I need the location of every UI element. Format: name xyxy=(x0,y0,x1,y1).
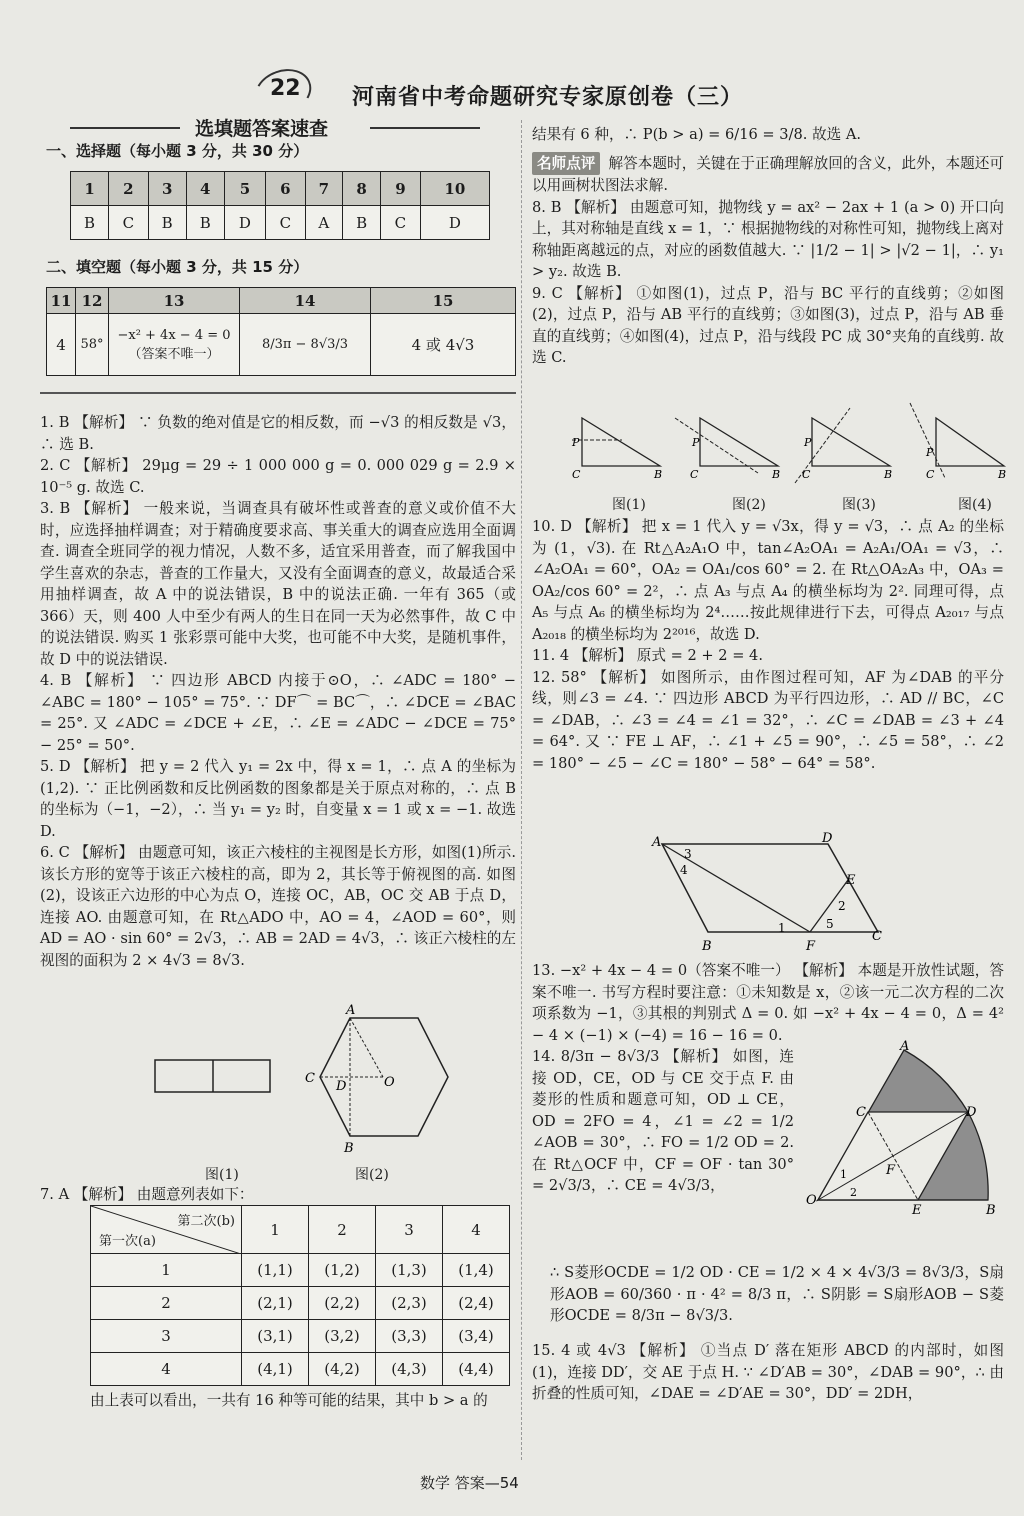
svg-text:A: A xyxy=(900,1040,910,1054)
choice-answer: B xyxy=(186,206,224,240)
second-draw-label: 第二次(b) xyxy=(177,1214,235,1229)
prob-col-head: 1 xyxy=(242,1206,309,1254)
page-footer: 数学 答案—54 xyxy=(420,1474,519,1492)
fill-answer-table xyxy=(46,287,516,376)
choice-answer: C xyxy=(381,206,421,240)
prob-row-head: 2 xyxy=(91,1287,242,1320)
svg-text:D: D xyxy=(822,832,833,846)
choice-answer: A xyxy=(305,206,343,240)
solution-9: 9. C 【解析】 ①如图(1)，过点 P，沿与 BC 平行的直线剪；②如图(2)，过点 P，沿与 AB 平行的直线剪；③如图(3)，过点 P，沿与 AB 垂直的直线剪；④如图(4)，过点 P，沿与线段 PC 成 30°夹角的直线剪. 故选 C. xyxy=(532,284,1004,366)
solution-7-tail: 由上表可以看出，一共有 16 种等可能的结果，其中 b > a 的 xyxy=(90,1392,488,1409)
prob-cell: (1,4) xyxy=(443,1254,510,1287)
prob-row-head: 3 xyxy=(91,1320,242,1353)
prob-cell: (4,4) xyxy=(443,1353,510,1386)
page-header xyxy=(240,70,744,110)
prob-col-head: 4 xyxy=(443,1206,510,1254)
choice-num: 7 xyxy=(305,172,343,206)
left-solutions-top xyxy=(40,412,516,971)
solution-4: 4. B 【解析】 ∵ 四边形 ABCD 内接于⊙O，∴ ∠ADC = 180° − ∠ABC = 180° − 105° = 75°. ∵ DF⌒ = BC⌒，∴ ∠DCE = ∠BAC = 25°. 又 ∠ADC = ∠DCE + ∠E，∴ ∠E = ∠ADC − ∠DCE = 75° − 25° = 50°. xyxy=(40,672,516,754)
svg-text:A: A xyxy=(652,835,662,850)
svg-text:P: P xyxy=(692,436,700,449)
choice-answer: D xyxy=(420,206,489,240)
prob-row xyxy=(91,1254,510,1287)
fill-answer: 4 或 4√3 xyxy=(371,314,516,376)
solution-3: 3. B 【解析】 一般来说，当调查具有破坏性或普查的意义或价值不大时，应选择抽样调查；对于精确度要求高、事关重大的调查应选用全面调查. 调查全班同学的视力情况，人数不多，适宜采用普查，而了解我国中学生喜欢的杂志，普查的工作量大，又没有全面调查的意义，故最适合采用抽样调查，故 A 中的说法错误，B 中的说法正确. 一年有 365（或 366）天，则 400 人中至少有两人的生日在同一天为必然事件，故 C 中的说法错误. 购买 1 张彩票可能中大奖，也可能不中大奖，是随机事件，故 D 中的说法错误. xyxy=(40,500,516,668)
choice-answer: B xyxy=(71,206,109,240)
svg-text:E: E xyxy=(846,873,856,888)
banner-left-rule xyxy=(70,127,180,129)
segment-ao xyxy=(350,1018,383,1077)
prob-row-head: 4 xyxy=(91,1353,242,1386)
banner-title: 选填题答案速查 xyxy=(195,118,329,140)
prob-cell: (2,2) xyxy=(309,1287,376,1320)
fill-num: 11 xyxy=(47,288,76,314)
svg-text:C: C xyxy=(872,929,882,944)
svg-text:B: B xyxy=(702,939,712,954)
svg-text:B: B xyxy=(654,468,663,481)
solution-7-cont: 结果有 6 种，∴ P(b > a) = 6/16 = 3/8. 故选 A. xyxy=(532,126,862,143)
q6-fig2-caption: 图(2) xyxy=(355,1167,389,1183)
prob-cell: (1,3) xyxy=(376,1254,443,1287)
prob-cell: (3,3) xyxy=(376,1320,443,1353)
label-d: D xyxy=(336,1079,347,1094)
prob-cell: (2,4) xyxy=(443,1287,510,1320)
svg-text:C: C xyxy=(690,468,699,481)
probability-table xyxy=(90,1205,510,1386)
solution-10: 10. D 【解析】 把 x = 1 代入 y = √3x，得 y = √3，∴ 点 A₂ 的坐标为 (1，√3). 在 Rt△A₂A₁O 中，tan∠A₂OA₁ = A₂A₁/OA₁ = √3，∴ ∠A₂OA₁ = 60°，OA₂ = OA₁/cos 60° = 2. 在 Rt△OA₂A₃ 中，OA₃ = OA₂/cos 60° = 2²，∴ 点 A₃ 与点 A₄ 的横坐标均为 2². 同理可得，点 A₅ 与点 A₆ 的横坐标均为 2⁴……按此规律进行下去，可得点 A₂₀₁₇ 与点 A₂₀₁₈ 的横坐标均为 2²⁰¹⁶，故选 D. xyxy=(532,518,1004,643)
svg-text:D: D xyxy=(966,1105,977,1120)
fill-answer: 58° xyxy=(76,314,109,376)
section1-title: 一、选择题（每小题 3 分，共 30 分） xyxy=(46,142,309,160)
choice-num: 9 xyxy=(381,172,421,206)
solution-5: 5. D 【解析】 把 y = 2 代入 y₁ = 2x 中，得 x = 1，∴ 点 A 的坐标为 (1,2). ∵ 正比例函数和反比例函数的图象都是关于原点对称的，∴ 点 B 的坐标为（−1，−2），∴ 当 y₁ = y₂ 时，自变量 x = 1 或 x = −1. 故选 D. xyxy=(40,758,516,840)
svg-text:P: P xyxy=(926,446,934,459)
solution-12: 12. 58° 【解析】 如图所示，由作图过程可知，AF 为∠DAB 的平分线，则∠3 = ∠4. ∵ 四边形 ABCD 为平行四边形，∴ AD // BC，∠C = ∠DAB，∴ ∠3 = ∠4 = ∠1 = 32°，∴ ∠C = ∠DAB = ∠3 + ∠4 = 64°. 又 ∵ FE ⊥ AF，∴ ∠1 + ∠5 = 90°，∴ ∠5 = 58°，∴ ∠2 = 180° − ∠5 − ∠C = 180° − 58° − 64° = 58°. xyxy=(532,668,1004,772)
prob-cell: (2,3) xyxy=(376,1287,443,1320)
fill-num: 13 xyxy=(109,288,240,314)
fill-answer: 4 xyxy=(47,314,76,376)
choice-answer-table xyxy=(70,171,490,240)
choice-num: 5 xyxy=(224,172,265,206)
choice-answer: B xyxy=(148,206,186,240)
svg-text:2: 2 xyxy=(850,1186,857,1199)
solution-11: 11. 4 【解析】 原式 = 2 + 2 = 4. xyxy=(532,647,763,664)
quick-answer-banner xyxy=(70,114,500,142)
paper-title: 河南省中考命题研究专家原创卷（三） xyxy=(352,85,744,110)
fill-answer: 8/3π − 8√3/3 xyxy=(240,314,371,376)
prob-cell: (3,1) xyxy=(242,1320,309,1353)
choice-answer: C xyxy=(266,206,306,240)
section-rule xyxy=(40,392,516,394)
svg-text:3: 3 xyxy=(684,847,692,861)
prob-cell: (4,1) xyxy=(242,1353,309,1386)
choice-num: 6 xyxy=(266,172,306,206)
q9-caption-3: 图(3) xyxy=(842,497,876,513)
prob-cell: (2,1) xyxy=(242,1287,309,1320)
svg-text:P: P xyxy=(804,436,812,449)
banner-right-rule xyxy=(370,127,480,129)
choice-num: 4 xyxy=(186,172,224,206)
prob-row xyxy=(91,1353,510,1386)
q9-caption-4: 图(4) xyxy=(958,497,992,513)
q9-caption-2: 图(2) xyxy=(732,497,766,513)
choice-num: 10 xyxy=(420,172,489,206)
svg-text:O: O xyxy=(806,1193,817,1208)
right-solutions-mid xyxy=(532,516,1004,774)
solution-15: 15. 4 或 4√3 【解析】 ①当点 D′ 落在矩形 ABCD 的内部时，如图(1)，连接 DD′，交 AE 于点 H. ∵ ∠D′AB = 30°，∠DAB = 90°，∴ 由折叠的性质可知，∠DAE = ∠D′AE = 30°，DD′ = 2DH， xyxy=(532,1342,1004,1402)
svg-text:5: 5 xyxy=(826,917,834,931)
choice-num: 3 xyxy=(148,172,186,206)
prob-cell: (4,2) xyxy=(309,1353,376,1386)
fill-number-row xyxy=(47,288,516,314)
q6-fig1-caption: 图(1) xyxy=(205,1167,239,1183)
fill-answer-row xyxy=(47,314,516,376)
solution-2: 2. C 【解析】 29μg = 29 ÷ 1 000 000 g = 0. 000 029 g = 2.9 × 10⁻⁵ g. 故选 C. xyxy=(40,457,516,496)
paper-number: 22 xyxy=(270,76,301,101)
solution-7-intro: 7. A 【解析】 由题意列表如下： xyxy=(40,1186,254,1203)
prob-cell: (3,2) xyxy=(309,1320,376,1353)
svg-text:B: B xyxy=(986,1203,996,1218)
q14-figure xyxy=(800,1040,1000,1220)
solution-14-areas: ∴ S菱形OCDE = 1/2 OD · CE = 1/2 × 4 × 4√3/3 = 8√3/3，S扇形AOB = 60/360 · π · 4² = 8/3 π，∴ S阴影 = S扇形AOB − S菱形OCDE = 8/3π − 8√3/3. xyxy=(550,1264,1004,1324)
svg-text:B: B xyxy=(998,468,1007,481)
svg-text:1: 1 xyxy=(778,921,786,935)
fill-num: 15 xyxy=(371,288,516,314)
svg-text:C: C xyxy=(856,1105,866,1120)
label-c: C xyxy=(305,1071,315,1086)
fill-num: 14 xyxy=(240,288,371,314)
prob-corner-cell xyxy=(91,1206,242,1254)
prob-header-row xyxy=(91,1206,510,1254)
prob-row xyxy=(91,1320,510,1353)
teacher-tip xyxy=(532,152,1004,197)
solution-13: 13. −x² + 4x − 4 = 0（答案不唯一） 【解析】 本题是开放性试题，答案不唯一. 书写方程时要注意：①未知数是 x，②该一元二次方程的二次项系数为 −1，③其根的判别式 Δ = 0. 如 −x² + 4x − 4 = 0，Δ = 4² − 4 × (−1) × (−4) = 16 − 16 = 0. xyxy=(532,962,1004,1044)
choice-answer: D xyxy=(224,206,265,240)
q6-figures xyxy=(150,1000,470,1160)
section2-title: 二、填空题（每小题 3 分，共 15 分） xyxy=(46,258,309,276)
tip-text: 解答本题时，关键在于正确理解放回的含义，此外，本题还可以用画树状图法求解. xyxy=(532,154,1004,194)
fill-answer: −x² + 4x − 4 = 0（答案不唯一） xyxy=(109,314,240,376)
choice-num: 2 xyxy=(109,172,149,206)
svg-text:P: P xyxy=(572,436,580,449)
first-draw-label: 第一次(a) xyxy=(99,1234,156,1249)
svg-text:1: 1 xyxy=(840,1168,847,1181)
q9-fig4 xyxy=(910,403,1006,481)
fill-num: 12 xyxy=(76,288,109,314)
svg-text:C: C xyxy=(926,468,935,481)
prob-col-head: 3 xyxy=(376,1206,443,1254)
q9-fig2 xyxy=(675,418,780,481)
svg-text:B: B xyxy=(772,468,781,481)
column-divider xyxy=(521,120,522,1460)
solution-1: 1. B 【解析】 ∵ 负数的绝对值是它的相反数，而 −√3 的相反数是 √3，∴ 选 B. xyxy=(40,414,516,453)
q9-figures xyxy=(560,398,1010,488)
svg-text:2: 2 xyxy=(838,899,846,913)
q9-fig1 xyxy=(571,418,662,481)
choice-answer-row xyxy=(71,206,490,240)
choice-answer: B xyxy=(343,206,381,240)
svg-text:C: C xyxy=(572,468,581,481)
prob-col-head: 2 xyxy=(309,1206,376,1254)
prob-cell: (1,1) xyxy=(242,1254,309,1287)
solution-8: 8. B 【解析】 由题意可知，抛物线 y = ax² − 2ax + 1 (a > 0) 开口向上，其对称轴是直线 x = 1，∵ 根据抛物线的对称性可知，抛物线上离对称轴距离越远的点，对应的函数值越大. ∵ |1/2 − 1| > |√2 − 1|，∴ y₁ > y₂. 故选 B. xyxy=(532,198,1004,280)
q9-fig3 xyxy=(795,408,892,483)
prob-cell: (1,2) xyxy=(309,1254,376,1287)
tip-badge: 名师点评 xyxy=(532,152,600,176)
svg-text:C: C xyxy=(802,468,811,481)
prob-cell: (4,3) xyxy=(376,1353,443,1386)
label-b: B xyxy=(344,1141,354,1156)
solution-6: 6. C 【解析】 由题意可知，该正六棱柱的主视图是长方形，如图(1)所示. 该长方形的宽等于该正六棱柱的高，即为 2，其长等于俯视图的高. 如图(2)，设该正六边形的中心为点 O，连接 OC，AB，OC 交 AB 于点 D，连接 AO. 由题意可知，在 Rt△ADO 中，AO = 4，∠AOD = 60°，则 AD = AO · sin 60° = 2√3，∴ AB = 2AD = 4√3，∴ 该正六棱柱的左视图的面积为 2 × 4√3 = 8√3. xyxy=(40,844,516,969)
svg-text:F: F xyxy=(886,1163,896,1178)
prob-row xyxy=(91,1287,510,1320)
choice-answer: C xyxy=(109,206,149,240)
q12-figure xyxy=(650,832,890,957)
choice-num: 1 xyxy=(71,172,109,206)
label-a: A xyxy=(346,1003,356,1018)
prob-row-head: 1 xyxy=(91,1254,242,1287)
solution-14: 14. 8/3π − 8√3/3 【解析】 如图，连接 OD，CE，OD 与 CE 交于点 F. 由菱形的性质和题意可知，OD ⊥ CE，OD = 2FO = 4，∠1 = ∠2 = 1/2 ∠AOB = 30°，∴ FO = 1/2 OD = 2. 在 Rt△OCF 中，CF = OF · tan 30° = 2√3/3，∴ CE = 4√3/3， xyxy=(532,1048,794,1194)
svg-text:F: F xyxy=(806,939,816,954)
choice-number-row xyxy=(71,172,490,206)
choice-num: 8 xyxy=(343,172,381,206)
svg-text:B: B xyxy=(884,468,893,481)
q9-caption-1: 图(1) xyxy=(612,497,646,513)
prob-cell: (3,4) xyxy=(443,1320,510,1353)
label-o: O xyxy=(384,1075,395,1090)
svg-text:E: E xyxy=(912,1203,922,1218)
svg-text:4: 4 xyxy=(680,863,688,877)
right-solutions-top xyxy=(532,124,1004,369)
